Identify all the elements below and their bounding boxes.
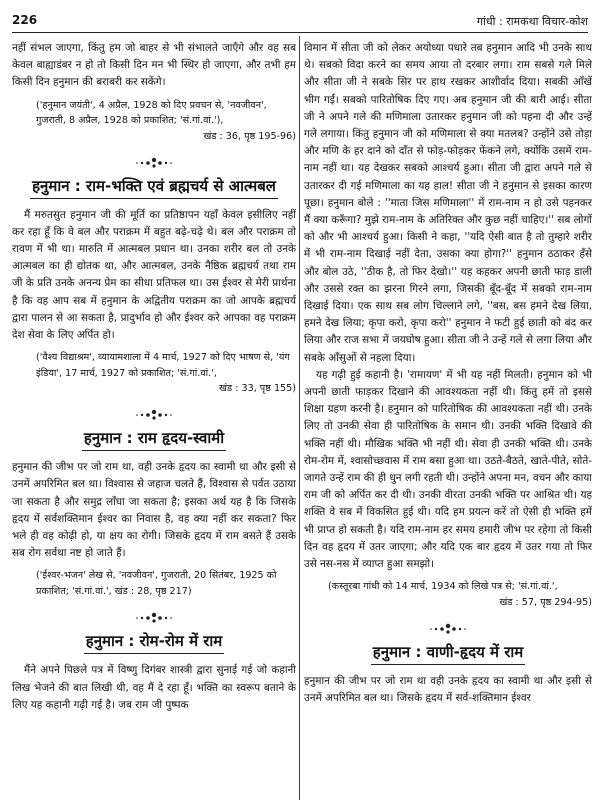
section-paragraph: हनुमान की जीभ पर जो राम था वही उनके हृदय का स्वामी था और इसी से उनमें अपरिमित बल था। जिसके हृदय में सर्व-शक्तिमान ईश्वर <box>304 674 592 704</box>
section-heading: हनुमान : वाणी-हृदय में राम <box>371 642 525 665</box>
floral-ornament-icon <box>134 611 174 625</box>
page-header <box>12 12 588 33</box>
section-heading: हनुमान : राम हृदय-स्वामी <box>82 428 226 451</box>
running-title: गांधी : रामकथा विचार-कोश <box>476 15 588 28</box>
source-citation: ('ईश्वर-भजन' लेख से, 'नवजीवन', गुजराती, 20 सितंबर, 1925 को प्रकाशित; 'सं.गां.वां.', खंड : 28, पृष्ठ 217) <box>36 570 277 597</box>
source-citation: ('वैश्य विद्याश्रम', व्यायामशाला में 4 मार्च, 1927 को दिए भाषण से, 'यंग इंडिया', 17 मार्च, 1927 को प्रकाशित; 'सं.गां.वां.', <box>36 352 290 379</box>
left-column <box>12 40 296 802</box>
section-heading: हनुमान : रोम-रोम में राम <box>84 631 225 654</box>
floral-ornament-icon <box>428 622 468 636</box>
volume-reference: खंड : 36, पृष्ठ 195-96) <box>203 130 296 142</box>
section-heading: हनुमान : राम-भक्ति एवं ब्रह्मचर्य से आत्मबल <box>30 176 278 199</box>
volume-reference: खंड : 57, पृष्ठ 294-95) <box>499 596 592 608</box>
section-paragraph: मैंने अपने पिछले पत्र में विष्णु दिगंबर शास्त्री द्वारा सुनाई गई जो कहानी लिख भेजने की बात लिखी थी, वह मैं दे रहा हूँ। भक्ति का स्वरूप बताने के लिए यह कहानी गढ़ी गई है। जब राम जी पुष्पक <box>12 664 296 711</box>
story-paragraph: यह गढ़ी हुई कहानी है। 'रामायण' में भी यह नहीं मिलती। हनुमान को भी अपनी छाती फाड़कर दिखाने की आवश्यकता नहीं थी। किंतु हमें तो इससे शिक्षा ग्रहण करनी है। हनुमान को पारितोषिक की आवश्यकता नहीं थी। उनके लिए तो उनकी सेवा ही पारितोषिक के समान थी। उनकी भक्ति दिखावे की भक्ति नहीं थी। मौखिक भक्ति भी नहीं थी। सेवा ही उनकी भक्ति थी। उनके रोम-रोम में, श्वासोच्छवास में राम बसा हुआ था। उठते-बैठते, खाते-पीते, सोते-जागते उन्हें राम की ही धुन लगी रहती थी। उन्होंने अपना मन, वचन और काया राम जी को अर्पित कर दी थी। उनकी वीरता उनकी भक्ति पर आश्रित थी। यह शक्ति वे सब में विकसित हुई थी। यदि हम प्रयत्न करें तो ऐसी ही भक्ति हमें भी प्राप्त हो सकती है। यदि राम-नाम हर समय हमारी जीभ पर रहेगा तो किसी दिन वह हृदय में उतर जाएगा; और यदि एक बार हृदय में उतर गया तो फिर उसे नस-नस में व्याप्त हुआ समझो। <box>304 368 592 571</box>
volume-reference: खंड : 33, पृष्ठ 155) <box>219 383 296 395</box>
section-paragraph: हनुमान की जीभ पर जो राम था, वही उनके हृदय का स्वामी था और इसी से उनमें अपरिमित बल था। विश्वास से जहाज चलते हैं, विश्वास से पर्वत उठाया जा सकता है और समुद्र लाँघा जा सकता है; इसका अर्थ यह है कि जिसके हृदय में सर्वशक्तिमान ईश्वर का निवास है, वह क्या नहीं कर सकता? फिर भले ही वह कोढ़ी हो, या क्षय का रोगी। जिसके हृदय में राम बसते हैं उसके सब रोग सर्वथा नष्ट हो जाते हैं। <box>12 461 296 560</box>
source-citation: (कस्तूरबा गांधी को 14 मार्च, 1934 को लिखे पत्र से; 'सं.गां.वां.', <box>328 581 558 593</box>
floral-ornament-icon <box>134 408 174 422</box>
continuation-paragraph: नहीं संभल जाएगा, किंतु हम जो बाहर से भी संभालते जाएँगे और वह सब केवल बाह्याडंबर न हो तो किसी दिन मन भी स्थिर हो जाएगा, और तभी हम किसी दिन हनुमान की बराबरी कर सकेंगे। <box>12 42 296 89</box>
story-paragraph: विमान में सीता जी को लेकर अयोध्या पधारे तब हनुमान आदि भी उनके साथ थे। सबको विदा करने का समय आया तो दरबार लगा। राम सबसे गले मिले और सीता जी ने सबके सिर पर हाथ रखकर आशीर्वाद दिया। सबकी आँखें भीग गईं। सबको पारितोषिक दिए गए। अब हनुमान जी की बारी आई। सीता जी ने अपने गले की मणिमाला उतारकर हनुमान जी को पहना दी और उन्हें गले लगाया। किंतु हनुमान जी को मणिमाला से क्या मतलब? उन्होंने उसे तोड़ा और मणि के हर दाने को दाँत से फोड़-फोड़कर फेंकने लगे, क्योंकि उसमें राम-नाम नहीं था। यह देखकर सबको आश्चर्य हुआ। सीता जी द्वारा अपने गले से उतारकर दी गई मणिमाला का यह हाल! सीता जी ने हनुमान से इसका कारण पूछा। हनुमान बोले : ''माता जिस मणिमाला'' में राम-नाम न हो उसे पहनकर मैं क्या करूँगा? मुझे राम-नाम के अतिरिक्त और कुछ नहीं चाहिए।'' सब लोगों को और भी आश्चर्य हुआ। किसी ने कहा, ''यदि ऐसी बात है तो तुम्हारे शरीर में भी राम-नाम दिखाई नहीं देता, उसका क्या होगा?'' हनुमान ठठाकर हँसे और बोल उठे, ''ठीक है, तो फिर देखो।'' यह कहकर अपनी छाती फाड़ डाली और उससे रक्त का झरना गिरने लगा, जिसकी बूँद-बूँद में सबको राम-नाम दिखाई दिया। एक साथ सब लोग चिल्लाने लगे, ''बस, बस हमने देख लिया, हमने देख लिया; कृपा करो, कृपा करो'' हनुमान ने फटी हुई छाती को बंद कर लिया और राज सभा में जयघोष हुआ। सीता जी ने उन्हें गले से लगा लिया और सबके आँसुओं से नहला दिया। <box>304 42 592 364</box>
source-citation: ('हनुमान जयंती', 4 अप्रैल, 1928 को दिए प्रवचन से, 'नवजीवन', गुजराती, 8 अप्रैल, 1928 को प्रकाशित; 'सं.गां.वां.'), <box>36 99 267 127</box>
column-divider <box>299 36 300 800</box>
section-paragraph: मैं मरुतसुत हनुमान जी की मूर्ति का प्रतिष्ठापन यहाँ केवल इसीलिए नहीं कर रहा हूँ कि वे बल और पराक्रम में बहुत बढ़े-चढ़े थे। बल और पराक्रम तो रावण में भी था। मारुति में आत्मबल प्रधान था। उनका शरीर बल तो उनके आत्मबल का ही द्योतक था, और आत्मबल, उनके नैष्ठिक ब्रह्मचर्य तथा राम जी के प्रति उनके अनन्य प्रेम का सीधा प्रतिफल था। उस ईश्वर से मेरी प्रार्थना है कि वह आप सब में हनुमान के अद्वितीय पराक्रम का जो आपके ब्रह्मचर्य द्वारा पालन से आ सकता है, प्रादुर्भाव हो और ईश्वर करे आपका वह पराक्रम देश सेवा के लिए अर्पित हो। <box>12 208 296 342</box>
page-number: 226 <box>12 13 38 27</box>
floral-ornament-icon <box>134 156 174 170</box>
right-column <box>304 40 592 802</box>
